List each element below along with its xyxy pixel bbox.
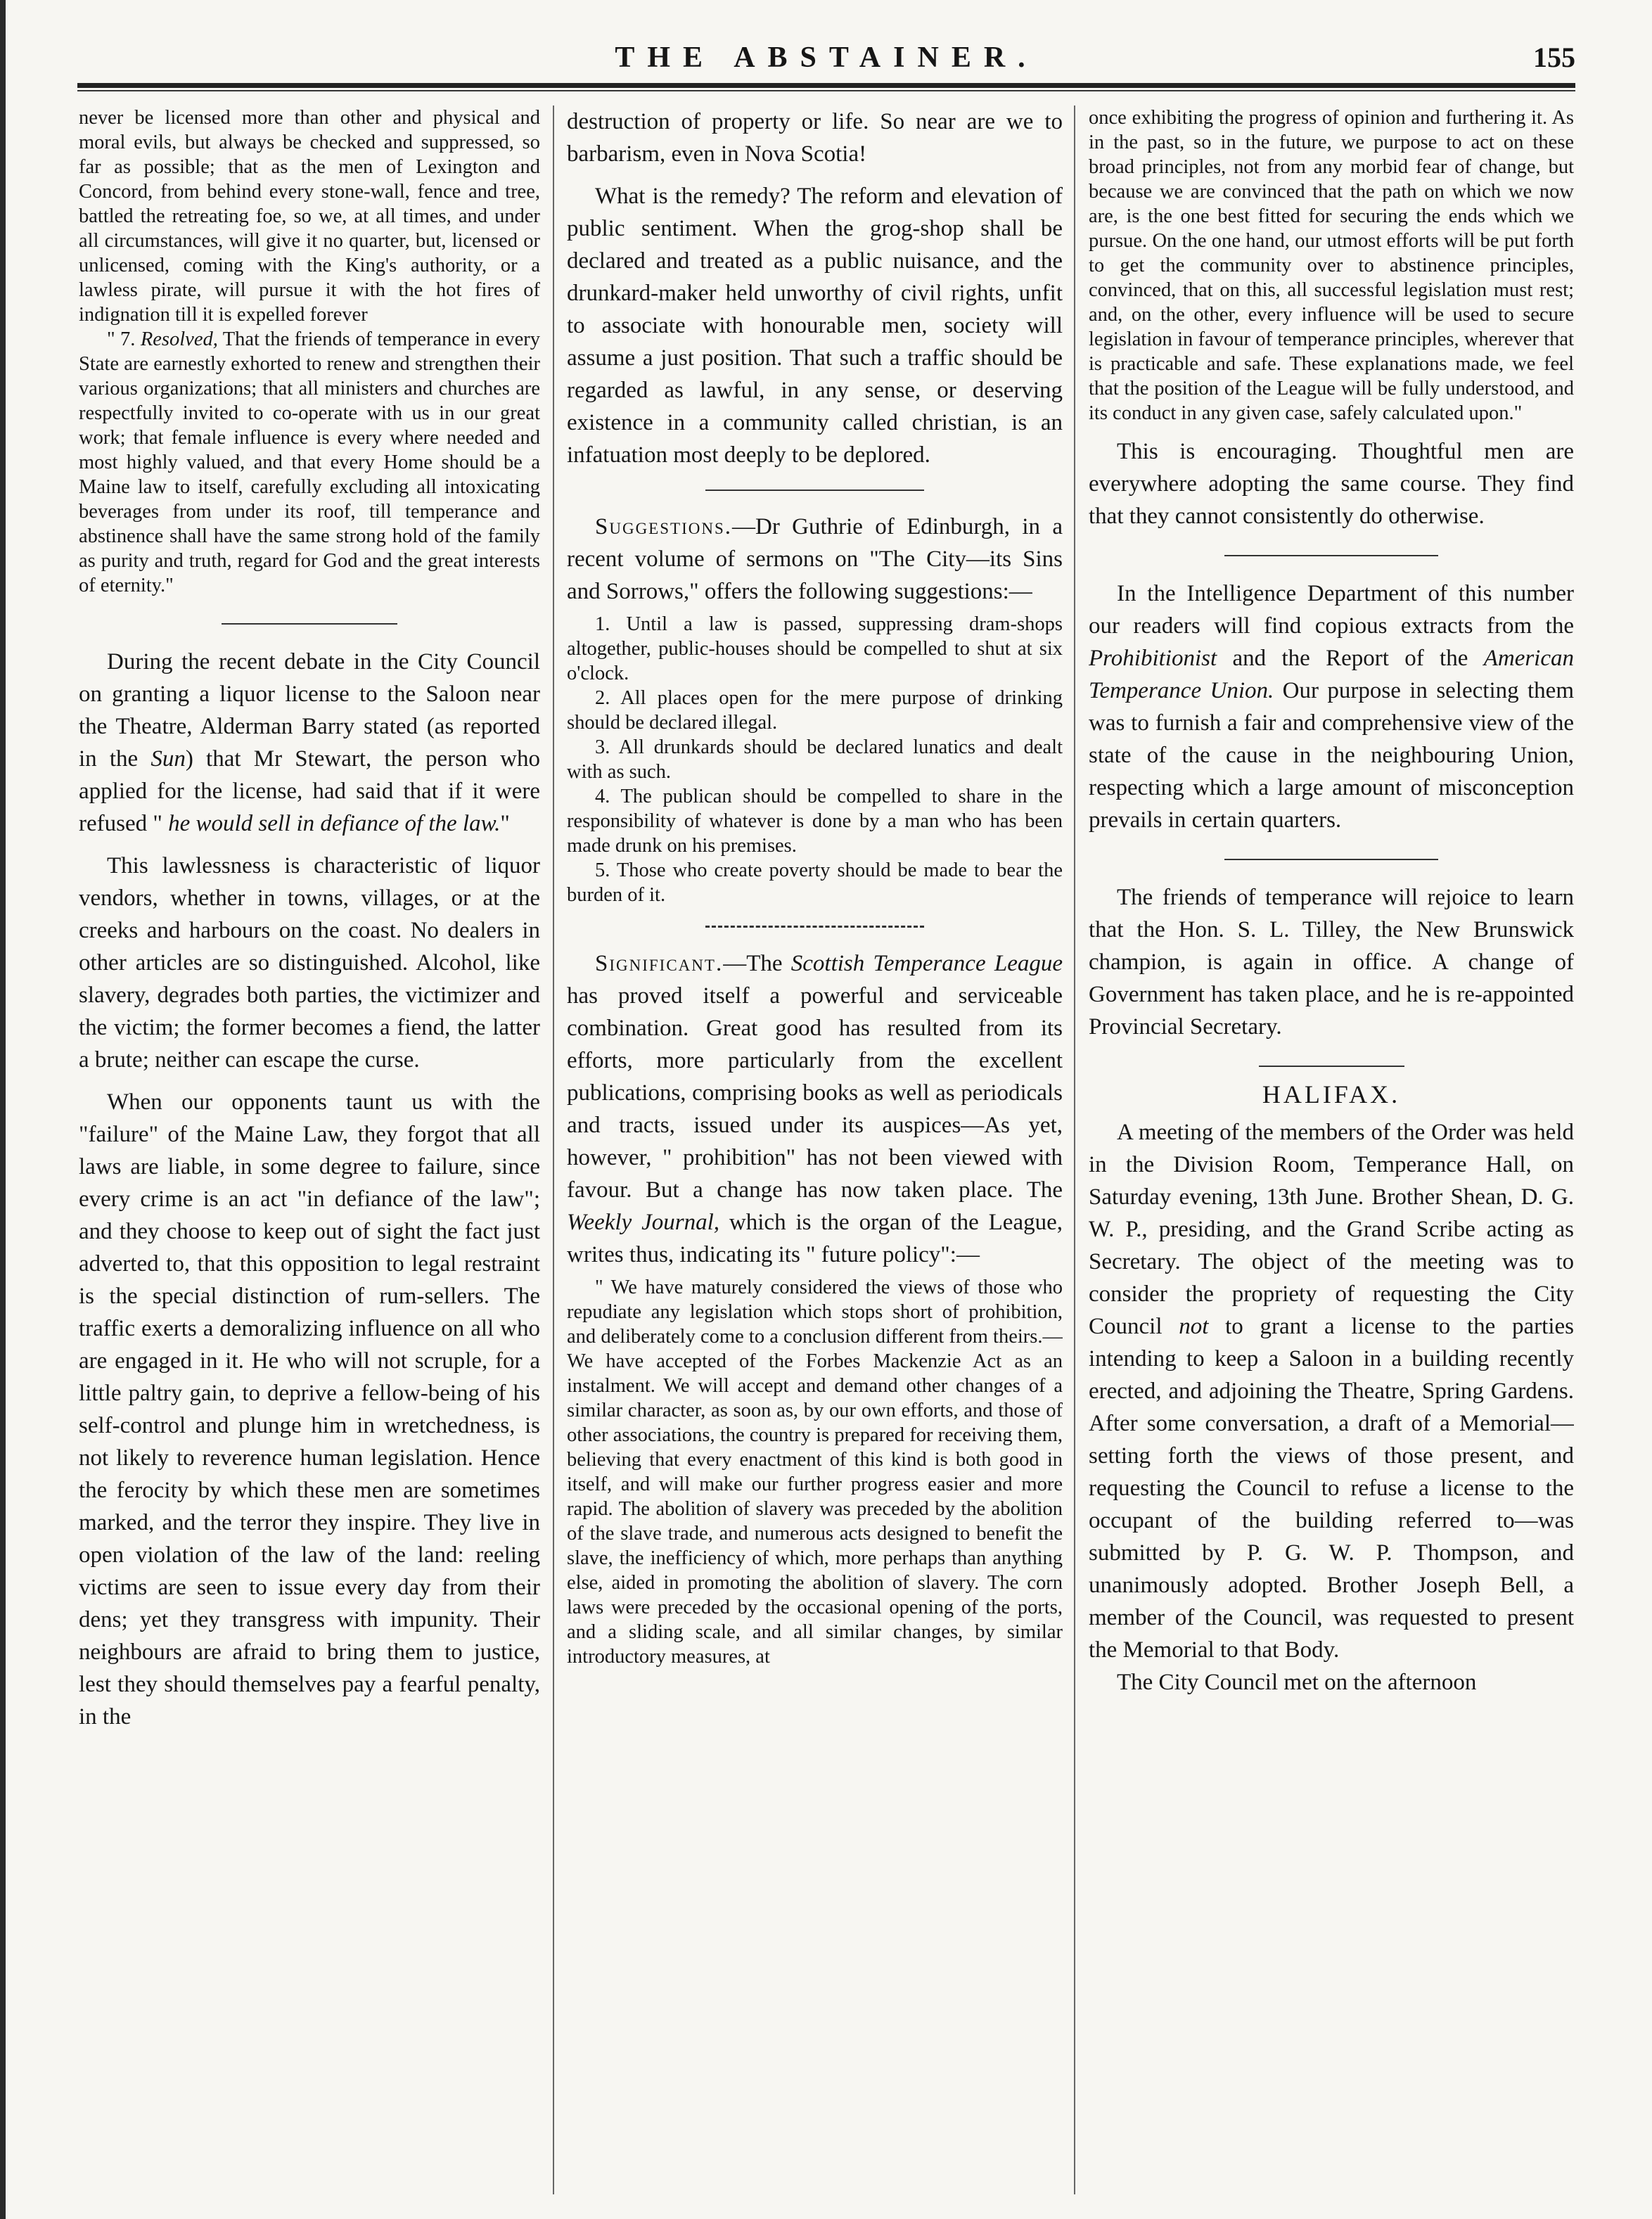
resolution-7-open: " 7. [107, 328, 141, 350]
intelligence-text-c: Our purpose in selecting them was to furnish a fair and comprehensive view of the state of the cause in the neighbouring Union, respecting which a large amount of misconception prevails in certain quarters. [1089, 678, 1574, 833]
intelligence-text-b: and the Report of the [1217, 646, 1484, 671]
city-council-text-c: " [500, 811, 510, 836]
page-number: 155 [1533, 41, 1575, 73]
halifax-meeting-paragraph [1089, 1116, 1574, 1666]
section-divider [1224, 555, 1438, 556]
weekly-journal-name: Weekly Journal, [567, 1210, 720, 1235]
significant-text-b: has proved itself a powerful and serviceable combination. Great good has resulted from its efforts, more particularly from the excellent publications, comprising books as well as periodicals and tracts, issued under its auspices—As yet, however, " prohibition" has not been viewed with favour. But a change has now taken place. The [567, 983, 1063, 1203]
scottish-league-name: Scottish Temperance League [790, 951, 1063, 976]
prohibitionist-name: Prohibitionist [1089, 646, 1217, 671]
resolution-continuation: never be licensed more than other and physical and moral evils, but always be checked and suppressed, so far as possible; that as the men of Lexington and Concord, from behind every stone-wall, fence and tree, battled the retreating foe, so we, at all times, and under all circumstances, will give it no quarter, but, licensed or unlicensed, coming with the King's authority, or a lawless pirate, will pursue it with the hot fires of indignation till it is expelled forever [79, 107, 540, 326]
column-2 [567, 105, 1063, 2194]
temperance-union-name: American Temperance Union. [1089, 646, 1574, 703]
remedy-paragraph: What is the remedy? The reform and elevation of public sentiment. When the grog-shop shall be declared and treated as a public nuisance, and the drunkard-maker held unworthy of civil rights, unfit to associate with honourable men, society will assume a just position. That such a traffic should be regarded as lawful, in any sense, or deserving existence in a community called christian, is an infatuation most deeply to be deplored. [567, 184, 1063, 468]
halifax-text-b: to grant a license to the parties intending to keep a Saloon in a building recently erected, and adjoining the Theatre, Spring Gardens. After some conversation, a draft of a Memorial—setting forth the views of those present, and requesting the Council to refuse a license to the occupant of the building referred to—was submitted by P. G. W. P. Thompson, and unanimously adopted. Brother Joseph Bell, a member of the Council, was requested to present the Memorial to that Body. [1089, 1314, 1574, 1663]
publication-title: THE ABSTAINER. [615, 41, 1038, 74]
city-council-text-a: During the recent debate in the City Council on granting a liquor license to the Saloon near the Theatre, Alderman Barry stated (as reported in the [79, 649, 540, 772]
halifax-heading: HALIFAX. [1262, 1080, 1401, 1108]
list-item: 4. The publican should be compelled to share in the responsibility of whatever is done by a man who has been made drunk on his premises. [567, 786, 1063, 857]
suggestions-list [567, 612, 1063, 907]
tilley-paragraph: The friends of temperance will rejoice to learn that the Hon. S. L. Tilley, the New Brunswick champion, is again in office. A change of Government has taken place, and he is re-appointed Provincial Secretary. [1089, 885, 1574, 1040]
not-emphasis: not [1179, 1314, 1209, 1339]
section-divider [222, 623, 397, 625]
suggestions-paragraph [567, 511, 1063, 608]
barbarism-paragraph: destruction of property or life. So near are we to barbarism, even in Nova Scotia! [567, 109, 1063, 167]
city-council-met-paragraph: The City Council met on the afternoon [1117, 1670, 1477, 1695]
column-3 [1089, 105, 1574, 2194]
suggestions-text: —Dr Guthrie of Edinburgh, in a recent volume of sermons on "The City—its Sins and Sorrows," offers the following suggestions:— [567, 514, 1063, 604]
significant-text-a: —The [723, 951, 791, 976]
sun-newspaper-name: Sun [151, 746, 186, 772]
significant-text-c: which is the organ of the League, writes thus, indicating its " future policy":— [567, 1210, 1063, 1267]
section-divider [1259, 1066, 1404, 1067]
significant-paragraph [567, 947, 1063, 1271]
page-binding-edge [0, 0, 6, 2219]
header-rule-thick [77, 83, 1575, 88]
section-divider [705, 490, 923, 491]
halifax-text-a: A meeting of the members of the Order was held in the Division Room, Temperance Hall, on Saturday evening, 13th June. Brother Shean, D. G. W. P., presiding, and the Grand Scribe acting as Secretary. The object of the meeting was to consider the propriety of requesting the City Council [1089, 1120, 1574, 1339]
column-divider-2 [1074, 105, 1075, 2194]
column-1 [79, 105, 540, 2194]
league-quote: " We have maturely considered the views of those who repudiate any legislation which stops short of prohibition, and deliberately come to a conclusion different from theirs.—We have accepted of the Forbes Mackenzie Act as an instalment. We will accept and demand other changes of a similar character, as soon as, by our own efforts, and those of other associations, the country is prepared for receiving them, believing that every enactment of this kind is both good in itself, and will make our further progress easier and more rapid. The abolition of slavery was preceded by the abolition of the slave trade, and numerous acts designed to benefit the slave, the inefficiency of which, more perhaps than anything else, aided in promoting the abolition of slavery. The corn laws were preceded by the occasional opening of the ports, and a sliding scale, and all similar changes, by similar introductory measures, at [567, 1277, 1063, 1668]
column-divider-1 [553, 105, 554, 2194]
significant-label: Significant. [595, 951, 724, 976]
suggestions-label: Suggestions. [595, 514, 732, 539]
defiance-quote: he would sell in defiance of the law. [168, 811, 501, 836]
header-rule-thin [77, 90, 1575, 91]
city-council-text-b: ) that Mr Stewart, the person who applied for the license, had said that if it were refused " [79, 746, 540, 836]
intelligence-text-a: In the Intelligence Department of this number our readers will find copious extracts from the [1089, 581, 1574, 639]
league-quote-continuation: once exhibiting the progress of opinion and furthering it. As in the past, so in the future, we purpose to act on these broad principles, not from any morbid fear of change, but because we are convinced that the path on which we now are, is the one best fitted for securing the ends which we pursue. On the one hand, our utmost efforts will be put forth to get the community over to abstinence principles, convinced, that on this, all successful legislation must rest; and, on the other, every influence will be used to secure legislation in favour of temperance principles, wherever that is practicable and safe. These explanations made, we feel that the position of the League will be fully understood, and its conduct in any given case, safely calculated upon." [1089, 107, 1574, 424]
resolution-7-text: That the friends of temperance in every State are earnestly exhorted to renew and strengthen their various organizations; that all ministers and churches are respectfully invited to co-operate with us in our great work; that female influence is every where needed and most highly valued, and that every Home should be a Maine law to itself, carefully excluding all intoxicating beverages from under its roof, till temperance and abstinence shall have the same strong hold of the family as purity and truth, regard for God and the great interests of eternity." [79, 328, 540, 596]
page-header [77, 41, 1575, 83]
list-item: 5. Those who create poverty should be made to bear the burden of it. [567, 859, 1063, 906]
intelligence-paragraph [1089, 577, 1574, 836]
city-council-paragraph [79, 646, 540, 840]
resolution-7 [79, 327, 540, 598]
lawlessness-paragraph: This lawlessness is characteristic of liquor vendors, whether in towns, villages, or at the creeks and harbours on the coast. No dealers in other articles are so distinguished. Alcohol, like slavery, degrades both parties, the victimizer and the victim; the former becomes a fiend, the latter a brute; neither can escape the curse. [79, 853, 540, 1073]
section-divider [1224, 859, 1438, 860]
list-item: 2. All places open for the mere purpose of drinking should be declared illegal. [567, 687, 1063, 734]
section-divider [705, 926, 923, 929]
encouraging-paragraph: This is encouraging. Thoughtful men are everywhere adopting the same course. They find that they cannot consistently do otherwise. [1089, 439, 1574, 529]
opponents-paragraph: When our opponents taunt us with the "failure" of the Maine Law, they forgot that all laws are liable, in some degree to failure, since every crime is an act "in defiance of the law"; and they choose to keep out of sight the fact just adverted to, that this opposition to legal restraint is the special distinction of rum-sellers. The traffic exerts a demoralizing influence on all who are engaged in it. He who will not scruple, for a little paltry gain, to deprive a fellow-being of his self-control and plunge him in wretchedness, is not likely to reverence human legislation. Hence the ferocity by which these men are sometimes marked, and the terror they inspire. They live in open violation of the law of the land: reeling victims are seen to issue every day from their dens; yet they transgress with impunity. Their neighbours are afraid to bring them to justice, lest they should themselves pay a fearful penalty, in the [79, 1089, 540, 1729]
list-item: 1. Until a law is passed, suppressing dram-shops altogether, public-houses should be compelled to shut at six o'clock. [567, 613, 1063, 684]
resolved-word: Resolved, [140, 328, 218, 350]
list-item: 3. All drunkards should be declared lunatics and dealt with as such. [567, 736, 1063, 783]
